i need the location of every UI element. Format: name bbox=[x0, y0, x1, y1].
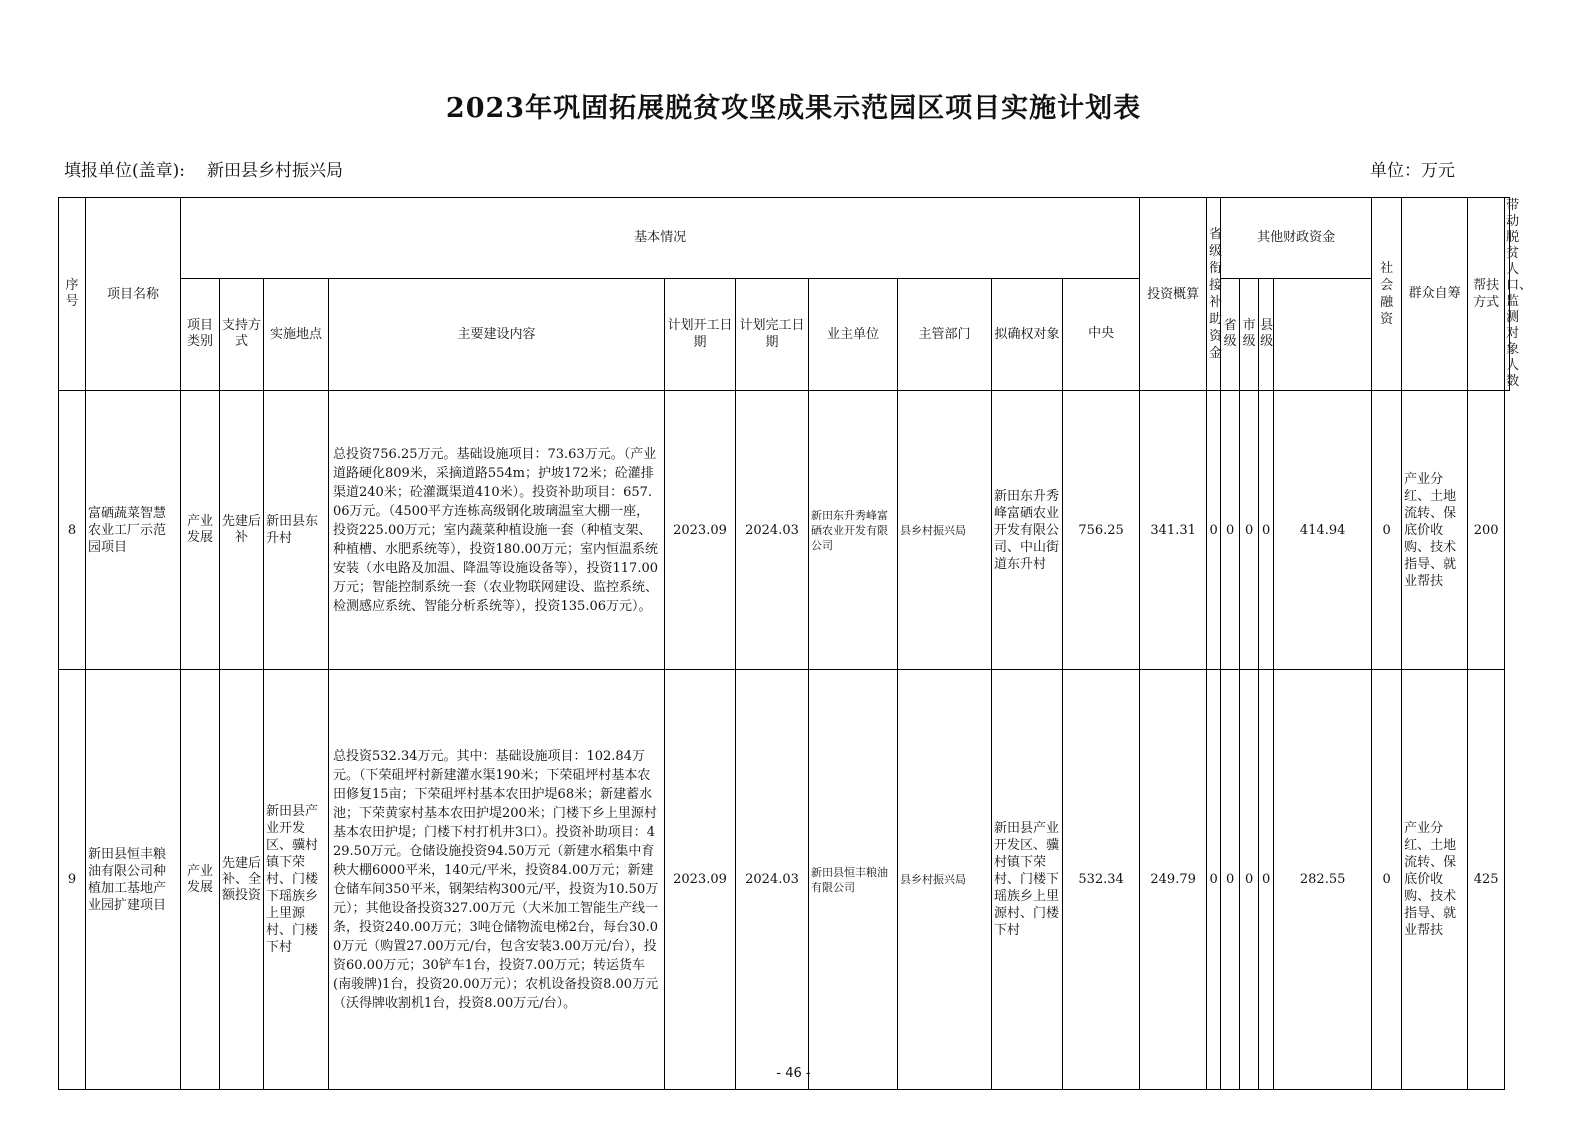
header-population: 带动脱贫人口、监测对象人数 bbox=[1506, 198, 1533, 389]
row-county: 0 bbox=[1259, 391, 1274, 670]
row-main-content: 总投资756.25万元。基础设施项目：73.63万元。（产业道路硬化809米，采摘道路554m；护坡172米；砼灌排渠道240米；砼灌溉渠道410米）。投资补助项目：657.06万元。（4500平方连栋高级钢化玻璃温室大棚一座，投资225.00万元；室内蔬菜种植设施一套（种植支架、种植槽、水肥系统等），投资180.00万元；室内恒温系统安装（水电路及加温、降温等设施设备等），投资117.00万元；智能控制系统一套（农业物联网建设、监控系统、检测感应系统、智能分析系统等），投资135.06万元）。 bbox=[329, 391, 665, 670]
row-project-name: 新田县恒丰粮油有限公司种植加工基地产业园扩建项目 bbox=[86, 670, 181, 1090]
header-province: 省级 bbox=[1221, 278, 1240, 390]
document-title: 2023年巩固拓展脱贫攻坚成果示范园区项目实施计划表 bbox=[445, 93, 1142, 124]
header-owner: 业主单位 bbox=[809, 278, 898, 390]
header-support-mode: 支持方式 bbox=[220, 278, 264, 390]
header-county: 县级 bbox=[1259, 278, 1274, 390]
page-number: - 46 - bbox=[776, 1066, 811, 1081]
header-location: 实施地点 bbox=[264, 278, 329, 390]
row-start-date: 2023.09 bbox=[665, 670, 736, 1090]
row-seq: 8 bbox=[59, 391, 86, 670]
reporting-unit-label: 填报单位(盖章): bbox=[64, 161, 185, 181]
row-rights-target: 新田东升秀峰富硒农业开发有限公司、中山街道东升村 bbox=[992, 391, 1063, 670]
row-social-financing: 414.94 bbox=[1274, 391, 1372, 670]
header-dept: 主管部门 bbox=[898, 278, 992, 390]
header-row-2 bbox=[59, 278, 1510, 390]
header-end-date: 计划完工日期 bbox=[736, 278, 809, 390]
row-self-raised: 0 bbox=[1372, 391, 1402, 670]
row-location: 新田县产业开发区、骥村镇下荣村、门楼下瑶族乡上里源村、门楼下村 bbox=[264, 670, 329, 1090]
header-seq: 序号 bbox=[59, 198, 86, 391]
row-province: 0 bbox=[1221, 670, 1240, 1090]
table-row bbox=[59, 670, 1510, 1090]
row-location: 新田县东升村 bbox=[264, 391, 329, 670]
row-rights-target: 新田县产业开发区、骥村镇下荣村、门楼下瑶族乡上里源村、门楼下村 bbox=[992, 670, 1063, 1090]
row-population: 200 bbox=[1468, 391, 1505, 670]
row-help-mode: 产业分红、土地流转、保底价收购、技术指导、就业帮扶 bbox=[1402, 670, 1468, 1090]
row-provincial-fund: 249.79 bbox=[1140, 670, 1207, 1090]
row-start-date: 2023.09 bbox=[665, 391, 736, 670]
header-social-financing: 社会融资 bbox=[1372, 198, 1402, 391]
row-city: 0 bbox=[1240, 391, 1259, 670]
row-central: 0 bbox=[1207, 670, 1221, 1090]
row-main-content: 总投资532.34万元。其中：基础设施项目：102.84万元。（下荣砠坪村新建灌水渠190米；下荣砠坪村基本农田修复15亩；下荣砠坪村基本农田护堤68米；新建蓄水池；下荣黄家村基本农田护堤200米；门楼下乡上里源村基本农田护堤；门楼下村打机井3口）。投资补助项目：429.50万元。仓储设施投资94.50万元（新建水稻集中育秧大棚6000平米，140元/平米，投资84.00万元；新建仓储车间350平米，钢架结构300元/平，投资为10.50万元）；其他设备投资327.00万元（大米加工智能生产线一条，投资240.00万元；3吨仓储物流电梯2台，每台30.00万元（购置27.00万元/台，包含安装3.00万元/台），投资60.00万元；30铲车1台，投资7.00万元；转运货车(南骏牌)1台，投资20.00万元）；农机设备投资8.00万元（沃得牌收割机1台，投资8.00万元/台）。 bbox=[329, 670, 665, 1090]
header-project-name: 项目名称 bbox=[86, 198, 181, 391]
row-self-raised: 0 bbox=[1372, 670, 1402, 1090]
row-central: 0 bbox=[1207, 391, 1221, 670]
row-project-type: 产业发展 bbox=[181, 391, 220, 670]
row-investment: 756.25 bbox=[1063, 391, 1140, 670]
row-county: 0 bbox=[1259, 670, 1274, 1090]
table-row bbox=[59, 391, 1510, 670]
row-dept: 县乡村振兴局 bbox=[898, 670, 992, 1090]
row-dept: 县乡村振兴局 bbox=[898, 391, 992, 670]
reporting-unit-name: 新田县乡村振兴局 bbox=[207, 161, 343, 181]
row-province: 0 bbox=[1221, 391, 1240, 670]
header-rights-target: 拟确权对象 bbox=[992, 278, 1063, 390]
header-provincial-fund: 省级衔接补助资金 bbox=[1207, 198, 1221, 391]
header-other-fiscal: 其他财政资金 bbox=[1221, 198, 1372, 279]
header-investment: 投资概算 bbox=[1140, 198, 1207, 391]
row-city: 0 bbox=[1240, 670, 1259, 1090]
row-end-date: 2024.03 bbox=[736, 391, 809, 670]
row-support-mode: 先建后补 bbox=[220, 391, 264, 670]
row-end-date: 2024.03 bbox=[736, 670, 809, 1090]
header-city: 市级 bbox=[1240, 278, 1259, 390]
header-project-type: 项目类别 bbox=[181, 278, 220, 390]
header-start-date: 计划开工日期 bbox=[665, 278, 736, 390]
header-central: 中央 bbox=[1063, 278, 1140, 390]
row-project-name: 富硒蔬菜智慧农业工厂示范园项目 bbox=[86, 391, 181, 670]
row-owner: 新田东升秀峰富硒农业开发有限公司 bbox=[809, 391, 898, 670]
header-main-content: 主要建设内容 bbox=[329, 278, 665, 390]
header-help-mode: 帮扶方式 bbox=[1468, 198, 1505, 391]
row-seq: 9 bbox=[59, 670, 86, 1090]
row-project-type: 产业发展 bbox=[181, 670, 220, 1090]
row-support-mode: 先建后补、全额投资 bbox=[220, 670, 264, 1090]
row-owner: 新田县恒丰粮油有限公司 bbox=[809, 670, 898, 1090]
row-provincial-fund: 341.31 bbox=[1140, 391, 1207, 670]
row-investment: 532.34 bbox=[1063, 670, 1140, 1090]
header-row-1 bbox=[59, 198, 1510, 279]
plan-table bbox=[58, 197, 1533, 1090]
currency-unit: 单位：万元 bbox=[1370, 161, 1455, 181]
reporting-unit bbox=[64, 156, 343, 181]
row-social-financing: 282.55 bbox=[1274, 670, 1372, 1090]
header-self-raised: 群众自筹 bbox=[1402, 198, 1468, 391]
row-help-mode: 产业分红、土地流转、保底价收购、技术指导、就业帮扶 bbox=[1402, 391, 1468, 670]
header-basic-info: 基本情况 bbox=[181, 198, 1140, 279]
row-population: 425 bbox=[1468, 670, 1505, 1090]
